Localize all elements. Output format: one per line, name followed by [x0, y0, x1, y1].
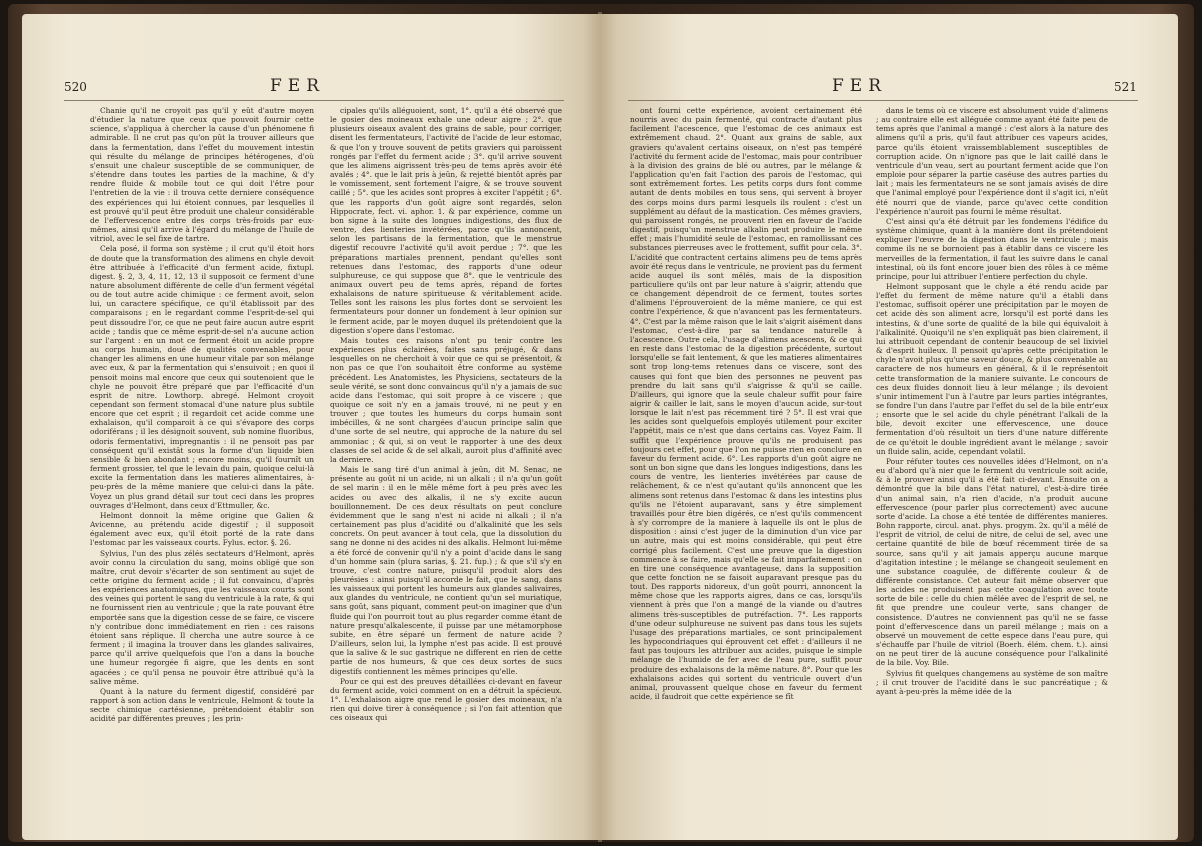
running-head-left: FER — [270, 76, 326, 96]
paragraph: Sylvius fit quelques changemens au système de son maître ; il crut trouver de l'acidité dans le suc pancréatique ; & ayant à-peu-près la même idée de la — [876, 668, 1108, 696]
left-page — [22, 14, 600, 840]
paragraph: Chanie qu'il ne croyoit pas qu'il y eût d'autre moyen d'étudier la nature que ceux que pouvoit fournir cette science, s'appliqua à chercher la cause d'un phénomene fi admirable. Il ne crut pas qu'on pût la trouver ailleurs que dans la fermentation, dans l'effet du mouvement intestin qui résulte du mélange de principes hétérogenes, d'où s'ensuit une chaleur susceptible de se communiquer, de s'étendre dans toutes les parties de la machine, & d'y rendre fluide & mobile tout ce qui doit l'être pour l'entretien de la vie : il trouva cette derniere conséquence des expériences qui lui étoient connues, par lesquelles il est prouvé qu'il peut être produit une chaleur considérable de l'effervescence entre des corps très-froids par eux-mêmes, ainsi qu'il arrive à l'égard du mélange de l'huile de vitriol, avec le sel fixe de tartre. — [90, 106, 314, 244]
paragraph: dans le tems où ce viscere est absolument vuide d'alimens ; au contraire elle est alléguée comme ayant été faite peu de tems après que l'animal a mangé : c'est alors à la nature des alimens qu'il a pris, qu'il faut attribuer ces vapeurs acides, parce qu'ils étoient vraissemblablement susceptibles de corruption acide. On n'ignore pas que le lait caillé dans le ventricule d'un veau, sert au pourtant ferment acide que l'on emploie pour séparer la partie caséuse des autres parties du lait ; mais les fermentateurs ne se sont jamais avisés de dire que l'animal employé pour l'expérience dont il s'agit ici, n'eût été nourri que de viande, parce qu'avec cette condition l'expérience n'auroit pas fourni le même résultat. — [876, 106, 1108, 216]
left-column-2 — [330, 106, 562, 822]
page-number-right: 521 — [1114, 80, 1137, 94]
right-running-head — [600, 76, 1178, 98]
running-head-right: FER — [832, 76, 888, 96]
right-head-rule — [628, 100, 1138, 101]
right-column-2 — [876, 106, 1108, 822]
paragraph: C'est ainsi qu'a été détruit par les fondemens l'édifice du système chimique, quant à la manière dont ils prétendoient expliquer l'œuvre de la digestion dans le ventricule ; mais comme ils ne se bornoient pas à établir dans ce viscere les merveilles de la fermentation, il faut les suivre dans le canal intestinal, où ils font encore jouer bien des rôles à ce même principe, pour lui attribuer l'entiere perfection du chyle. — [876, 216, 1108, 281]
paragraph: cipales qu'ils alléguoient, sont, 1°. qu'il a été observé que le gosier des moineaux exhale une odeur aigre ; 2°. que plusieurs oiseaux avalent des grains de sable, pour corriger, disent les fermentateurs, l'activité de l'acide de leur estomac, & que l'on y trouve souvent de petits graviers qui paroissent rongés par l'effet du ferment acide ; 3°. qu'il arrive souvent que les alimens aigrissent très-peu de tems après avoir été avalés ; 4°. que le lait pris à jeûn, & rejetté bientôt après par le vomissement, sent fortement l'aigre, & se trouve souvent caillé ; 5°. que les acides sont propres à exciter l'appétit ; 6°. que les rapports d'un goût aigre sont regardés, selon Hippocrate, fect. vi. aphor. 1. & par expérience, comme un bon signe à la suite des longues indigestions, des flux de ventre, des lienteries invétérées, parce qu'ils annoncent, selon les partisans de la fermentation, que le menstrue digestif recouvre l'activité qu'il avoit perdue ; 7°. que les préparations martiales prennent, pendant qu'elles sont retenues dans l'estomac, des rapports d'une odeur sulphureuse, ce qui suppose que 8°. que le ventricule des animaux ouvert peu de tems après, répand de fortes exhalaisons de nature spiritueuse & véritablement acide. Telles sont les raisons les plus fortes dont se servoient les fermentateurs pour donner un fondement à leur opinion sur le ferment acide, par le moyen duquel ils prétendoient que la digestion s'opere dans l'estomac. — [330, 106, 562, 335]
paragraph: ont fourni cette expérience, avoient certainement été nourris avec du pain fermenté, qui contracte d'autant plus facilement l'acescence, que l'estomac de ces animaux est extrêmement chaud. 2°. Quant aux grains de sable, aux graviers qu'avalent certains oiseaux, on n'est pas tempéré l'activité du ferment acide de l'estomac, mais pour contribuer à la division des grains de blé ou autres, par le mélange & l'application qu'en fait l'action des parois de l'estomac, qui sont extrêmement fortes. Les petits corps durs font comme autant de dents mobiles en tous sens, qui servent à broyer des corps moins durs parmi lesquels ils roulent : c'est un supplément au défaut de la mastication. Ces mêmes graviers, qui paroissent rongés, ne prouvent rien en faveur de l'acide digestif, puisqu'un menstrue alkalin peut produire le même effet ; mais l'humidité seule de l'estomac, en ramollissant ces substances pierreuses avec le frottement, suffit pour cela. 3°. L'acidité que contractent certains alimens peu de tems après avoir été reçus dans le ventricule, ne provient pas du ferment acide auquel ils sont mêlés, mais de la disposition particuliere qu'ils ont par leur nature à s'aigrir, attendu que ce changement dépendroit de ce ferment, toutes sortes d'alimens l'éprouveroient de la même maniere, ce qui est contre l'expérience, & que n'avancent pas les fermentateurs. 4°. C'est par la même raison que le lait s'aigrit aisément dans l'estomac, c'est-à-dire par sa tendance naturelle à l'acescence. Outre cela, l'usage d'alimens acescens, & ce qui en reste dans l'estomac de la digestion précédente, surtout lorsqu'elle se fait lentement, & que les matieres alimentaires sont trop long-tems retenues dans ce viscere, sont des causes qui font que bien des personnes ne peuvent pas prendre du lait sans qu'il s'aigrisse & qu'il se caille. D'ailleurs, qui ignore que la seule chaleur suffit pour faire aigrir & cailler le lait, sans le moyen d'aucun acide, sur-tout lorsque le lait n'est pas récemment tiré ? 5°. Il est vrai que les acides sont quelquefois employés utilement pour exciter l'appétit, mais ce n'est que dans certains cas. Voyez Faim. Il suffit que l'expérience prouve qu'ils ne produisent pas toujours cet effet, pour que l'on ne puisse rien en conclure en faveur du ferment acide. 6°. Les rapports d'un goût aigre ne sont un bon signe que dans les longues indigestions, dans les cours de ventre, les lienteries invétérées par cause de relâchement, & ce n'est qu'autant qu'ils annoncent que les alimens sont retenus dans l'estomac & dans les intestins plus qu'ils ne l'étoient auparavant, sans y être simplement travaillés pour être bien digérés, ce n'est qu'ils commencent à s'y corrompre de la maniere à laquelle ils ont le plus de disposition : ainsi c'est juger de la diminution d'un vice par un autre, mais qui est moins considérable, qui peut être corrigé plus facilement. C'est une preuve que la digestion commence à se faire, mais qu'elle se fait imparfaitement : on en tire une conséquence avantageuse, dans la supposition que cette fonction ne se faisoit auparavant presque pas du tout. Des rapports nidoreux, d'un goût pourri, annoncent la même chose que les rapports aigres, dans ce cas, lorsqu'ils viennent à près que l'on a mangé de la viande ou d'autres alimens très-susceptibles de putréfaction. 7°. Les rapports d'une odeur sulphureuse ne suivent pas dans tous les sujets l'usage des préparations martiales, ce sont principalement les hypocondriaques qui éprouvent cet effet : d'ailleurs il ne faut pas toujours les attribuer aux acides, puisque le simple mélange de l'humide de fer avec de l'eau pure, suffit pour produire des exhalaisons de la même nature. 8°. Pour que les exhalaisons acides qui sortent du ventricule ouvert d'un animal, prouvassent quelque chose en faveur du ferment acide, il faudroit que cette expérience se fît — [630, 106, 862, 701]
paragraph: Sylvius, l'un des plus zélés sectateurs d'Helmont, après avoir connu la circulation du sang, moins obligé que son maître, crut devoir s'écarter de son sentiment au sujet de cette origine du ferment acide ; il fut convaincu, d'après les expériences anatomiques, que les vaisseaux courts sont des veines qui portent le sang du ventricule à la rate, & qui ne fournissent rien au ventricule ; que la rate pouvant être emportée sans que la digestion cesse de se faire, ce viscere n'y contribue donc immédiatement en rien : ces raisons étoient sans réplique. Il chercha une autre source à ce ferment ; il imagina la trouver dans les glandes salivaires, parce qu'il arrive quelquefois que l'on a dans la bouche une humeur regorgée fi aigre, que les dents en sont agacées ; ce qu'il pensa ne pouvoir être attribué qu'à la salive même. — [90, 548, 314, 686]
left-head-rule — [64, 100, 564, 101]
paragraph: Quant à la nature du ferment digestif, considéré par rapport à son action dans le ventricule, Helmont & toute la secte chimique cartésienne, prétendoient établir son acidité par différentes preuves ; les prin- — [90, 686, 314, 724]
paragraph: Pour réfuter toutes ces nouvelles idées d'Helmont, on n'a eu d'abord qu'à nier que le ferment du ventricule soit acide, & à le prouver ainsi qu'il a été fait ci-devant. Ensuite on a démontré que la bile dans l'état naturel, c'est-à-dire tirée d'un animal sain, n'a rien d'acide, n'a produit aucune effervescence (pour parler plus correctement) avec aucune sorte d'acide. La chose a été tentée de différentes manieres. Bohn rapporte, circul. anat. phys. progym. 2x. qu'il a mêlé de l'esprit de vitriol, de celui de nitre, de celui de sel, avec une certaine quantité de bile de bœuf récemment tirée de sa source, sans qu'il y ait jamais apperçu aucune marque d'agitation intestine ; le mélange se changeoit seulement en une substance coagulée, de différente couleur & de différente consistance. Cet auteur fait même observer que les acides ne produisent pas cette coagulation avec toute sorte de bile : celle du chien mêlée avec de l'esprit de sel, ne fit que prendre une couleur verte, sans changer de consistence. D'autres ne conviennent pas qu'il ne se fasse point d'effervescence dans un pareil mélange ; mais on a observé un mouvement de cette espece dans l'eau pure, qui s'échauffe par l'huile de vitriol (Boerh. élém. chem. t.). ainsi on ne peut tirer de là aucune conséquence pour l'alkalinité de la bile. Voy. Bile. — [876, 456, 1108, 668]
paragraph: Pour ce qui est des preuves détaillées ci-devant en faveur du ferment acide, voici comment on en a détruit la spécieux. 1°. L'exhalaison aigre que rend le gosier des moineaux, n'a rien qui doive tirer à conséquence ; si l'on fait attention que ces oiseaux qui — [330, 676, 562, 723]
left-column-1 — [90, 106, 314, 822]
paragraph: Helmont donnoit la même origine que Galien & Avicenne, au prétendu acide digestif ; il supposoit également avec eux, qu'il étoit porté de la rate dans l'estomac par les vaisseaux courts. Fylus. ector. §. 26. — [90, 510, 314, 548]
paragraph: Cela posé, il forma son système ; il crut qu'il étoit hors de doute que la transformation des alimens en chyle devoit être attribuée à l'efficacité d'un ferment acide, fixtupl. digest. §. 2, 3, 4, 11, 12, 13 il supposoit ce ferment d'une nature absolument différente de celle d'un ferment végétal ou de tout autre acide chimique : ce ferment avoit, selon lui, un caractere spécifique, ce qu'il établissoit par des comparaisons ; en le regardant comme l'esprit-de-sel qui peut dissoudre l'or, ce que ne peut faire aucun autre esprit acide ; tandis que ce même esprit-de-sel n'a aucune action sur l'argent : en un mot ce ferment étoit un acide propre au corps humain, doué de qualités convenables, pour changer les alimens en une humeur vitale par son mélange avec eux, & par la fermentation qui s'ensuivoit ; en quoi il pensoit moins mal encore que ceux qui soutenoient que le chyle ne pouvoit être préparé que par l'efficacité d'un esprit de nitre. Lowthorp. abregé. Helmont croyoit cependant son ferment stomacal d'une nature plus subtile encore que cet esprit ; il regardoit cet acide comme une exhalaison, qu'il comparoit à ce qui s'évapore des corps odoriférans ; il les désignoit souvent, sub nomine fluoribus, odoris fermentativi, impregnantis : il ne pensoit pas par conséquent qu'il existât sous la forme d'un liquide bien sensible & bien abondant ; encore moins, qu'il fournît un ferment grossier, tel que le levain du pain, quoique celui-là excite la fermentation dans les matieres alimentaires, à-peu-près de la même maniere que celui-ci dans la pâte. Voyez un plus grand détail sur tout ceci dans les propres ouvrages d'Helmont, dans ceux d'Ettmuller, &c. — [90, 244, 314, 510]
paragraph: Helmont supposant que le chyle a été rendu acide par l'effet du ferment de même nature qu'il a établi dans l'estomac, suffisoit opérer une précipitation par le moyen de cet acide dès son aliment acre, lorsqu'il est porté dans les intestins, & d'une sorte de qualité de la bile qui équivaloit à l'alkalinité. Quoiqu'il ne s'en expliquât pas bien clairement, il lui attribuoit cependant de contenir beaucoup de sel lixiviel & d'esprit huileux. Il pensoit qu'après cette précipitation le chyle n'avoit plus qu'une saveur douce, & plus convenable au caractere de nos humeurs en général, & il le représentoit cette transformation de la maniere suivante. Le concours de ces deux fluides donnoit lieu à leur mélange ; ils devoient s'unir intimement l'un à l'autre par leurs parties intégrantes, se fondre l'un dans l'autre par l'effet du sel de la bile entr'eux ; ensorte que le sel acide du chyle pénétrant l'alkali de la bile, devoit exciter une effervescence, une douce fermentation d'où résultoit un tiers d'une nature différente de ce qu'étoit le double ingrédient avant le mélange ; savoir un fluide salin, acide, cependant volatil. — [876, 281, 1108, 456]
open-book — [8, 4, 1194, 842]
right-page — [600, 14, 1178, 840]
paragraph: Mais le sang tiré d'un animal à jeûn, dit M. Senac, ne présente au goût ni un acide, ni un alkali ; il n'a qu'un goût de sel marin : il en le mêle même fort à peu près avec les acides ou avec des alkalis, il ne s'y excite aucun bouillonnement. De ces deux résultats on peut conclure évidemment que le sang n'est ni acide ni alkali ; il n'a certainement pas plus d'acidité ou d'alkalinité que les sels concrets. On peut avancer à tout cela, que la dissolution du sang ne donne ni des acides ni des alkalis. Helmont lui-même a été forcé de convenir qu'il n'y a point d'acide dans le sang d'un homme sain (plura sarias, §. 21. fup.) ; & que s'il s'y en trouve, c'est contre nature, puisqu'il produit alors des pleurésies : ainsi puisqu'il accorde le fait, que le sang, dans les vaisseaux qui portent les humeurs aux glandes salivaires, aux glandes du ventricule, ne contient qu'un sel muriatique, sans goût, sans piquant, comment peut-on imaginer que d'un fluide qui l'on pourroit tout au plus regarder comme étant de nature presqu'alkalescente, il puisse par une métamorphose subite, en être séparé un ferment de nature acide ? D'ailleurs, selon lui, la lymphe n'est pas acide. Il est prouvé que la salive & le suc gastrique ne different en rien de cette partie de nos humeurs, & que ces deux sortes de sucs digestifs contiennent les mêmes principes qu'elle. — [330, 465, 562, 676]
left-running-head — [22, 76, 600, 98]
paragraph: Mais toutes ces raisons n'ont pu tenir contre les expériences plus éclairées, faites sans préjugé, & dans lesquelles on ne cherchoit à voir que ce qui se présentoit, & non pas ce que l'on souhaitoit être conforme au système précédent. Les Anatomistes, les Physiciens, sectateurs de la seule vérité, se sont donc convaincus qu'il n'y a jamais de suc acide dans l'estomac, qui soit propre à ce viscere ; que quoique ce soit n'y en a jamais trouvé, ni ne peut y en trouver ; que toutes les humeurs du corps humain sont imbécilles, & ne sont chargées d'aucun principe salin que d'une sorte de sel neutre, qui approche de la nature du sel ammoniac ; & qui, si on veut le rapporter à une des deux classes de sel acide & de sel alkali, auroit plus d'affinité avec la derniere. — [330, 335, 562, 464]
page-number-left: 520 — [64, 80, 87, 94]
right-column-1 — [630, 106, 862, 822]
